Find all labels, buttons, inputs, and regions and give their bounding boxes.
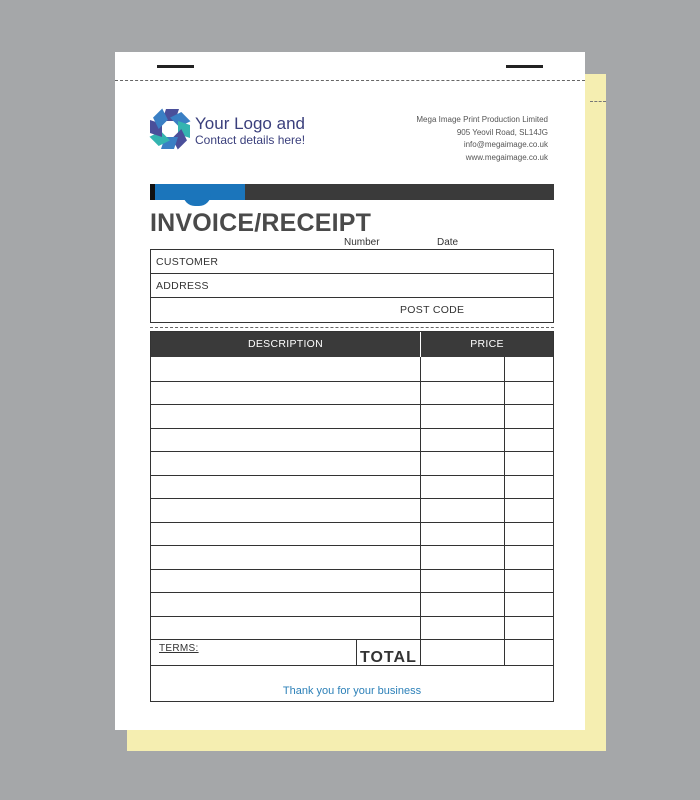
table-row[interactable] — [151, 475, 553, 499]
company-details — [416, 114, 548, 164]
table-row[interactable] — [151, 404, 553, 428]
postcode-label: POST CODE — [400, 304, 465, 316]
company-name: Mega Image Print Production Limited — [416, 115, 548, 124]
logo-text-line2: Contact details here! — [195, 133, 306, 147]
page-title: INVOICE/RECEIPT — [150, 209, 372, 237]
total-row-bottom — [151, 665, 553, 666]
header-bar — [150, 184, 554, 200]
company-email: info@megaimage.co.uk — [463, 140, 548, 149]
binding-mark-right — [506, 65, 543, 68]
company-address: 905 Yeovil Road, SL14JG — [456, 127, 548, 137]
postcode-field[interactable] — [151, 298, 553, 322]
table-row[interactable] — [151, 451, 553, 475]
address-field[interactable] — [151, 274, 553, 298]
total-label: TOTAL — [360, 649, 417, 666]
table-row[interactable] — [151, 357, 553, 381]
row-line — [151, 639, 553, 640]
table-row[interactable] — [151, 381, 553, 405]
pinwheel-logo-icon — [148, 107, 192, 151]
items-table — [150, 331, 554, 702]
table-row[interactable] — [151, 498, 553, 522]
table-row[interactable] — [151, 592, 553, 616]
customer-field[interactable] — [151, 250, 553, 274]
description-header: DESCRIPTION — [247, 338, 324, 350]
company-website: www.megaimage.co.uk — [465, 152, 548, 162]
binding-mark-left — [157, 65, 194, 68]
table-row[interactable] — [151, 545, 553, 569]
carbon-copy-perforation — [590, 101, 606, 102]
table-row[interactable] — [151, 569, 553, 593]
date-label: Date — [437, 237, 459, 248]
address-label: ADDRESS — [156, 280, 209, 292]
logo-text-line1: Your Logo and — [195, 114, 305, 133]
terms-label: TERMS: — [159, 643, 199, 654]
section-separator — [150, 327, 554, 328]
price-header: PRICE — [470, 338, 504, 350]
invoice-sheet — [115, 52, 585, 730]
customer-details-box — [150, 249, 554, 323]
table-row[interactable] — [151, 616, 553, 640]
thank-you-message: Thank you for your business — [282, 685, 422, 697]
table-header — [151, 332, 553, 357]
customer-label: CUSTOMER — [156, 256, 219, 268]
perforation-line — [115, 80, 585, 81]
total-label-divider — [356, 639, 357, 665]
header-bar-tab — [183, 194, 211, 206]
table-row[interactable] — [151, 428, 553, 452]
table-row[interactable] — [151, 522, 553, 546]
number-label: Number — [344, 237, 380, 248]
